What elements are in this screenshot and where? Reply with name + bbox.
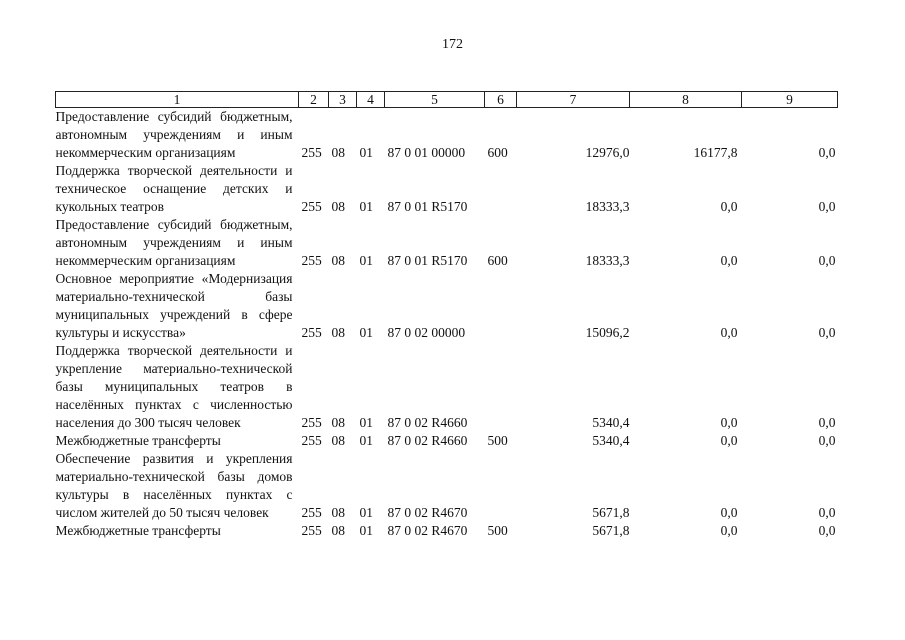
row-name: Поддержка творческой деятельности и техническое оснащение детских и кукольных театров — [55, 163, 293, 214]
row-amount-8: 16177,8 — [693, 145, 738, 160]
row-code-6 — [485, 450, 517, 522]
row-code-4: 01 — [359, 523, 373, 538]
row-amount-8: 0,0 — [720, 253, 738, 268]
row-amount-7: 5671,8 — [592, 505, 630, 520]
row-name: Обеспечение развития и укрепления материально-технической базы домов культуры в населённых пунктах с числом жителей до 50 тысяч человек — [55, 451, 293, 520]
row-code-3: 08 — [331, 325, 345, 340]
row-code-6 — [485, 270, 517, 342]
row-name: Межбюджетные трансферты — [55, 523, 221, 538]
row-name: Основное мероприятие «Модернизация материально-технической базы муниципальных учреждений в сфере культуры и искусства» — [55, 271, 293, 340]
row-amount-8: 0,0 — [720, 325, 738, 340]
budget-table — [55, 91, 838, 540]
row-code-4: 01 — [359, 199, 373, 214]
row-amount-8: 0,0 — [720, 505, 738, 520]
table-row — [56, 216, 838, 270]
row-amount-8: 0,0 — [720, 415, 738, 430]
row-code-2: 255 — [301, 199, 322, 214]
table-row — [56, 450, 838, 522]
row-amount-9: 0,0 — [818, 523, 836, 538]
table-row — [56, 342, 838, 432]
row-amount-7: 15096,2 — [585, 325, 630, 340]
row-code-4: 01 — [359, 145, 373, 160]
row-code-6: 500 — [487, 433, 508, 448]
row-code-5: 87 0 01 R5170 — [387, 253, 468, 268]
header-cell-1: 1 — [56, 92, 299, 108]
table-header — [56, 92, 838, 108]
row-amount-7: 5671,8 — [592, 523, 630, 538]
row-amount-8: 0,0 — [720, 433, 738, 448]
row-amount-7: 18333,3 — [585, 253, 630, 268]
header-cell-2: 2 — [299, 92, 329, 108]
row-code-2: 255 — [301, 433, 322, 448]
row-amount-9: 0,0 — [818, 253, 836, 268]
row-amount-7: 12976,0 — [585, 145, 630, 160]
header-row — [56, 92, 838, 108]
row-code-2: 255 — [301, 253, 322, 268]
row-code-6: 500 — [487, 523, 508, 538]
row-amount-7: 18333,3 — [585, 199, 630, 214]
row-amount-9: 0,0 — [818, 505, 836, 520]
row-code-6 — [485, 162, 517, 216]
row-code-4: 01 — [359, 415, 373, 430]
table-row — [56, 162, 838, 216]
table-row — [56, 432, 838, 450]
row-amount-9: 0,0 — [818, 325, 836, 340]
row-code-5: 87 0 02 R4660 — [387, 433, 468, 448]
header-cell-7: 7 — [517, 92, 630, 108]
row-code-2: 255 — [301, 523, 322, 538]
row-code-3: 08 — [331, 415, 345, 430]
row-code-3: 08 — [331, 505, 345, 520]
row-code-5: 87 0 02 R4670 — [387, 505, 468, 520]
row-code-5: 87 0 02 R4670 — [387, 523, 468, 538]
table-body — [56, 108, 838, 541]
row-code-2: 255 — [301, 325, 322, 340]
header-cell-4: 4 — [357, 92, 385, 108]
row-amount-8: 0,0 — [720, 199, 738, 214]
row-code-3: 08 — [331, 433, 345, 448]
row-code-4: 01 — [359, 505, 373, 520]
row-amount-7: 5340,4 — [592, 433, 630, 448]
row-code-3: 08 — [331, 145, 345, 160]
row-code-5: 87 0 01 R5170 — [387, 199, 468, 214]
row-code-4: 01 — [359, 253, 373, 268]
row-code-5: 87 0 02 00000 — [387, 325, 466, 340]
row-amount-7: 5340,4 — [592, 415, 630, 430]
row-amount-9: 0,0 — [818, 199, 836, 214]
header-cell-3: 3 — [329, 92, 357, 108]
table-row — [56, 108, 838, 163]
row-amount-9: 0,0 — [818, 415, 836, 430]
row-code-2: 255 — [301, 505, 322, 520]
table-row — [56, 522, 838, 540]
row-amount-9: 0,0 — [818, 145, 836, 160]
row-code-6 — [485, 342, 517, 432]
header-cell-5: 5 — [385, 92, 485, 108]
row-name: Межбюджетные трансферты — [55, 433, 221, 448]
row-name: Предоставление субсидий бюджетным, автономным учреждениям и иным некоммерческим организациям — [55, 217, 293, 268]
row-code-3: 08 — [331, 253, 345, 268]
row-name: Предоставление субсидий бюджетным, автономным учреждениям и иным некоммерческим организациям — [55, 109, 293, 160]
header-cell-8: 8 — [630, 92, 742, 108]
row-code-6: 600 — [487, 145, 508, 160]
page-number: 172 — [442, 37, 463, 52]
header-cell-9: 9 — [742, 92, 838, 108]
header-cell-6: 6 — [485, 92, 517, 108]
row-code-4: 01 — [359, 325, 373, 340]
row-code-3: 08 — [331, 199, 345, 214]
row-code-4: 01 — [359, 433, 373, 448]
row-name: Поддержка творческой деятельности и укрепление материально-технической базы муниципальных театров в населённых пунктах с численностью населения до 300 тысяч человек — [55, 343, 293, 430]
row-code-5: 87 0 01 00000 — [387, 145, 466, 160]
row-code-2: 255 — [301, 145, 322, 160]
row-amount-9: 0,0 — [818, 433, 836, 448]
row-code-3: 08 — [331, 523, 345, 538]
row-code-2: 255 — [301, 415, 322, 430]
row-code-6: 600 — [487, 253, 508, 268]
row-code-5: 87 0 02 R4660 — [387, 415, 468, 430]
row-amount-8: 0,0 — [720, 523, 738, 538]
table-row — [56, 270, 838, 342]
